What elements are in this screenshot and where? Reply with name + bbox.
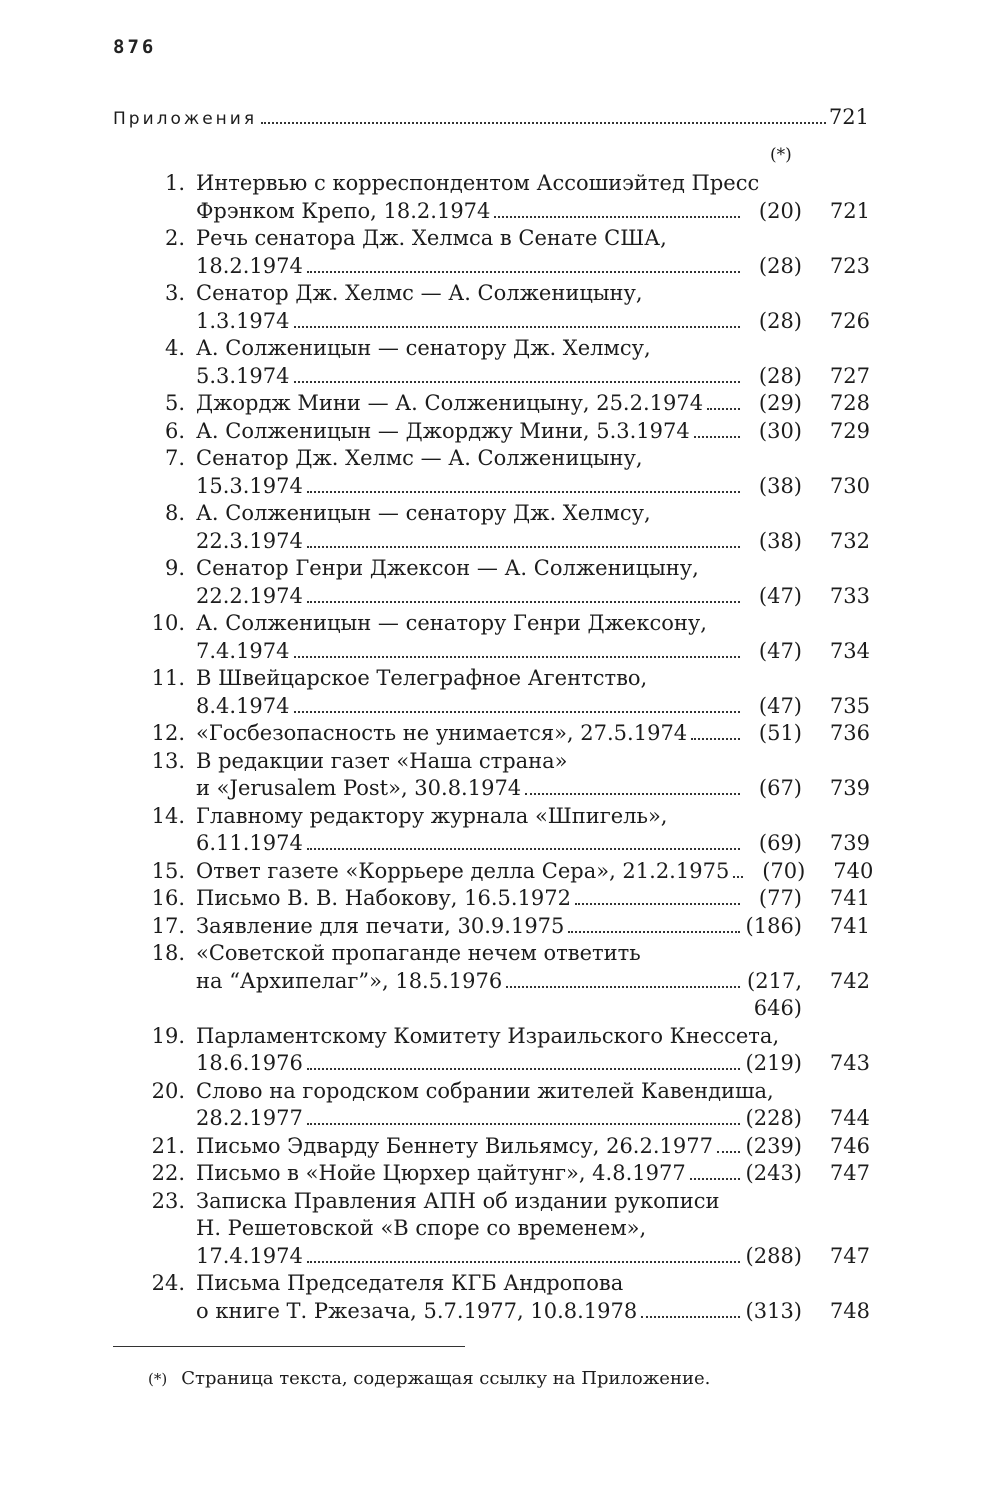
leader-dots bbox=[641, 1316, 740, 1318]
entry-title-line: 18.2.1974 bbox=[196, 253, 303, 278]
toc-entry bbox=[140, 1270, 870, 1325]
toc-entry bbox=[140, 555, 870, 610]
footnote bbox=[148, 1368, 710, 1389]
entry-number: 7. bbox=[164, 446, 185, 470]
leader-dots bbox=[261, 122, 826, 124]
toc-entry bbox=[140, 913, 870, 941]
entry-title-line: Заявление для печати, 30.9.1975 bbox=[196, 913, 565, 938]
entry-page: 733 bbox=[829, 583, 870, 608]
entry-reference-page: (38) bbox=[758, 473, 802, 498]
entry-title-line: Слово на городском собрании жителей Кавендиша, bbox=[196, 1078, 774, 1103]
entry-page: 732 bbox=[829, 528, 870, 553]
entry-title-line: В редакции газет «Наша страна» bbox=[196, 748, 568, 773]
entry-page: 729 bbox=[829, 418, 870, 443]
entry-reference-page: (47) bbox=[758, 693, 802, 718]
entry-reference-page: (47) bbox=[758, 638, 802, 663]
entry-reference-page: (70) bbox=[762, 858, 806, 883]
leader-dots bbox=[707, 408, 740, 410]
leader-dots bbox=[294, 326, 740, 328]
entry-title-line: о книге Т. Ржезача, 5.7.1977, 10.8.1978 bbox=[196, 1298, 638, 1323]
entry-title-line: 18.6.1976 bbox=[196, 1051, 303, 1075]
footnote-rule bbox=[113, 1346, 465, 1347]
entry-page: 739 bbox=[829, 776, 870, 800]
entry-reference-page: (243) bbox=[745, 1161, 802, 1185]
entry-title-line: 17.4.1974 bbox=[196, 1243, 303, 1268]
entry-number: 13. bbox=[151, 748, 185, 773]
leader-dots bbox=[307, 1261, 740, 1263]
entry-page: 744 bbox=[829, 1106, 870, 1130]
entry-page: 735 bbox=[829, 693, 870, 718]
leader-dots bbox=[575, 903, 740, 905]
entry-number: 3. bbox=[164, 281, 185, 305]
entry-title-line: А. Солженицын — сенатору Дж. Хелмсу, bbox=[196, 501, 651, 525]
entry-reference-page: (77) bbox=[758, 886, 802, 910]
entry-reference-page: (51) bbox=[758, 721, 802, 745]
entry-number: 2. bbox=[164, 226, 185, 250]
entry-page: 746 bbox=[829, 1133, 870, 1158]
entry-reference-page: (313) bbox=[745, 1298, 802, 1323]
leader-dots bbox=[307, 546, 740, 548]
entry-page: 742 bbox=[829, 968, 870, 993]
leader-dots bbox=[307, 848, 740, 850]
toc-entry bbox=[140, 885, 870, 913]
entry-number: 9. bbox=[164, 556, 185, 580]
toc-entry bbox=[140, 418, 870, 446]
leader-dots bbox=[307, 271, 740, 273]
toc-entry bbox=[140, 225, 870, 280]
entry-reference-page: (30) bbox=[758, 418, 802, 443]
entry-title-line: Парламентскому Комитету Израильского Кнессета, bbox=[196, 1023, 780, 1048]
entry-title-line: Ответ газете «Коррьере делла Сера», 21.2.1975 bbox=[196, 858, 730, 883]
entry-number: 12. bbox=[151, 721, 185, 745]
leader-dots bbox=[717, 1151, 740, 1153]
toc-entry bbox=[140, 1188, 870, 1271]
toc-entry bbox=[140, 280, 870, 335]
entry-reference-page: (69) bbox=[758, 831, 802, 855]
entry-page: 728 bbox=[829, 391, 870, 415]
entry-title-line: А. Солженицын — сенатору Генри Джексону, bbox=[196, 611, 707, 635]
entry-reference-page: (29) bbox=[758, 391, 802, 415]
entry-number: 11. bbox=[151, 666, 185, 690]
entry-title-line: «Советской пропаганде нечем ответить bbox=[196, 941, 641, 965]
entry-page: 748 bbox=[829, 1298, 870, 1323]
entry-title-line: Сенатор Генри Джексон — А. Солженицыну, bbox=[196, 556, 699, 580]
entry-number: 21. bbox=[151, 1133, 185, 1158]
entry-page: 736 bbox=[829, 721, 870, 745]
entry-title-line: Сенатор Дж. Хелмс — А. Солженицыну, bbox=[196, 446, 643, 470]
entry-reference-page: (186) bbox=[745, 913, 802, 938]
leader-dots bbox=[506, 986, 740, 988]
entry-title-line: 28.2.1977 bbox=[196, 1106, 303, 1130]
entry-page: 741 bbox=[829, 886, 870, 910]
column-marker: (*) bbox=[770, 145, 792, 165]
leader-dots bbox=[294, 381, 740, 383]
entry-title-line: на “Архипелаг”», 18.5.1976 bbox=[196, 968, 503, 993]
entry-page: 743 bbox=[829, 1051, 870, 1075]
leader-dots bbox=[294, 711, 740, 713]
entry-number: 8. bbox=[164, 501, 185, 525]
entry-reference-page: (28) bbox=[758, 363, 802, 388]
entry-title-line: Письмо В. В. Набокову, 16.5.1972 bbox=[196, 886, 572, 910]
entry-page: 747 bbox=[829, 1243, 870, 1268]
toc-list bbox=[140, 170, 874, 1325]
entry-title-line: В Швейцарское Телеграфное Агентство, bbox=[196, 666, 648, 690]
entry-title-line: 22.2.1974 bbox=[196, 583, 303, 608]
entry-page: 747 bbox=[829, 1161, 870, 1185]
toc-entry bbox=[140, 1133, 870, 1161]
entry-page: 730 bbox=[829, 473, 870, 498]
toc-entry bbox=[140, 445, 870, 500]
leader-dots bbox=[525, 793, 740, 795]
entry-title-line: Н. Решетовской «В споре со временем», bbox=[196, 1216, 647, 1240]
entry-number: 19. bbox=[151, 1023, 185, 1048]
entry-page: 721 bbox=[829, 198, 870, 223]
entry-number: 4. bbox=[164, 336, 185, 360]
footnote-text: Страница текста, содержащая ссылку на Приложение. bbox=[181, 1368, 711, 1389]
entry-reference-page: (20) bbox=[758, 198, 802, 223]
toc-entry bbox=[140, 1160, 870, 1188]
leader-dots bbox=[294, 656, 740, 658]
entry-reference-continuation: 646) bbox=[753, 996, 802, 1020]
leader-dots bbox=[494, 216, 740, 218]
entry-reference-page: (67) bbox=[758, 776, 802, 800]
entry-number: 10. bbox=[151, 611, 185, 635]
entry-title-line: Письмо Эдварду Беннету Вильямсу, 26.2.1977 bbox=[196, 1133, 713, 1158]
leader-dots bbox=[733, 876, 743, 878]
footnote-mark: (*) bbox=[148, 1370, 168, 1388]
entry-title-line: Интервью с корреспондентом Ассошиэйтед Пресс bbox=[196, 171, 760, 195]
entry-title-line: 5.3.1974 bbox=[196, 363, 290, 388]
entry-reference-page: (28) bbox=[758, 308, 802, 333]
toc-entry bbox=[140, 748, 870, 803]
toc-entry bbox=[140, 500, 870, 555]
entry-reference-page: (239) bbox=[745, 1133, 802, 1158]
leader-dots bbox=[691, 738, 740, 740]
entry-number: 20. bbox=[151, 1078, 185, 1103]
entry-number: 5. bbox=[164, 391, 185, 415]
entry-title-line: Главному редактору журнала «Шпигель», bbox=[196, 803, 668, 828]
entry-title-line: А. Солженицын — сенатору Дж. Хелмсу, bbox=[196, 336, 651, 360]
entry-title-line: 7.4.1974 bbox=[196, 638, 290, 663]
leader-dots bbox=[568, 931, 740, 933]
entry-reference-page: (28) bbox=[758, 253, 802, 278]
entry-title-line: 8.4.1974 bbox=[196, 693, 290, 718]
toc-entry bbox=[140, 720, 870, 748]
toc-entry bbox=[140, 1078, 870, 1133]
entry-reference-page: (38) bbox=[758, 528, 802, 553]
entry-number: 23. bbox=[151, 1188, 185, 1213]
entry-number: 24. bbox=[151, 1271, 185, 1295]
entry-number: 16. bbox=[151, 886, 185, 910]
entry-title-line: А. Солженицын — Джорджу Мини, 5.3.1974 bbox=[196, 418, 690, 443]
entry-number: 22. bbox=[151, 1161, 185, 1185]
toc-entry bbox=[140, 170, 870, 225]
entry-reference-page: (288) bbox=[745, 1243, 802, 1268]
entry-title-line: Фрэнком Крепо, 18.2.1974 bbox=[196, 198, 491, 223]
entry-page: 741 bbox=[829, 913, 870, 938]
entry-reference-page: (219) bbox=[745, 1051, 802, 1075]
entry-title-line: 15.3.1974 bbox=[196, 473, 303, 498]
toc-entry bbox=[140, 940, 870, 1023]
entry-title-line: 22.3.1974 bbox=[196, 528, 303, 553]
leader-dots bbox=[307, 1123, 740, 1125]
entry-page: 734 bbox=[829, 638, 870, 663]
toc-entry bbox=[140, 335, 870, 390]
section-page: 721 bbox=[828, 105, 869, 129]
leader-dots bbox=[307, 1068, 740, 1070]
leader-dots bbox=[690, 1178, 740, 1180]
entry-number: 14. bbox=[151, 803, 185, 828]
toc-entry bbox=[140, 803, 870, 858]
entry-title-line: «Госбезопасность не унимается», 27.5.1974 bbox=[196, 721, 688, 745]
toc-entry bbox=[140, 610, 870, 665]
entry-number: 6. bbox=[164, 418, 185, 443]
entry-number: 17. bbox=[151, 913, 185, 938]
leader-dots bbox=[307, 491, 740, 493]
entry-title-line: Сенатор Дж. Хелмс — А. Солженицыну, bbox=[196, 281, 643, 305]
entry-page: 727 bbox=[829, 363, 870, 388]
toc-entry bbox=[140, 1023, 870, 1078]
section-heading bbox=[113, 104, 869, 133]
entry-number: 18. bbox=[151, 941, 185, 965]
leader-dots bbox=[694, 436, 740, 438]
entry-title-line: и «Jerusalem Post», 30.8.1974 bbox=[196, 776, 522, 800]
entry-title-line: Речь сенатора Дж. Хелмса в Сенате США, bbox=[196, 226, 667, 250]
entry-title-line: 6.11.1974 bbox=[196, 831, 303, 855]
entry-number: 15. bbox=[151, 858, 185, 883]
entry-title-line: Джордж Мини — А. Солженицыну, 25.2.1974 bbox=[196, 391, 704, 415]
toc-entry bbox=[140, 665, 870, 720]
entry-reference-page: (217, bbox=[747, 968, 802, 993]
entry-page: 726 bbox=[829, 308, 870, 333]
section-title: Приложения bbox=[113, 109, 258, 129]
entry-title-line: 1.3.1974 bbox=[196, 308, 290, 333]
leader-dots bbox=[307, 601, 740, 603]
entry-title-line: Письмо в «Нойе Цюрхер цайтунг», 4.8.1977 bbox=[196, 1161, 686, 1185]
toc-entry bbox=[140, 858, 874, 886]
entry-title-line: Записка Правления АПН об издании рукописи bbox=[196, 1188, 720, 1213]
entry-page: 739 bbox=[829, 831, 870, 855]
entry-title-line: Письма Председателя КГБ Андропова bbox=[196, 1271, 624, 1295]
entry-reference-page: (47) bbox=[758, 583, 802, 608]
entry-page: 740 bbox=[833, 858, 874, 883]
entry-page: 723 bbox=[829, 253, 870, 278]
toc-entry bbox=[140, 390, 870, 418]
entry-reference-page: (228) bbox=[745, 1106, 802, 1130]
page-number: 876 bbox=[113, 36, 157, 58]
entry-number: 1. bbox=[164, 171, 185, 195]
